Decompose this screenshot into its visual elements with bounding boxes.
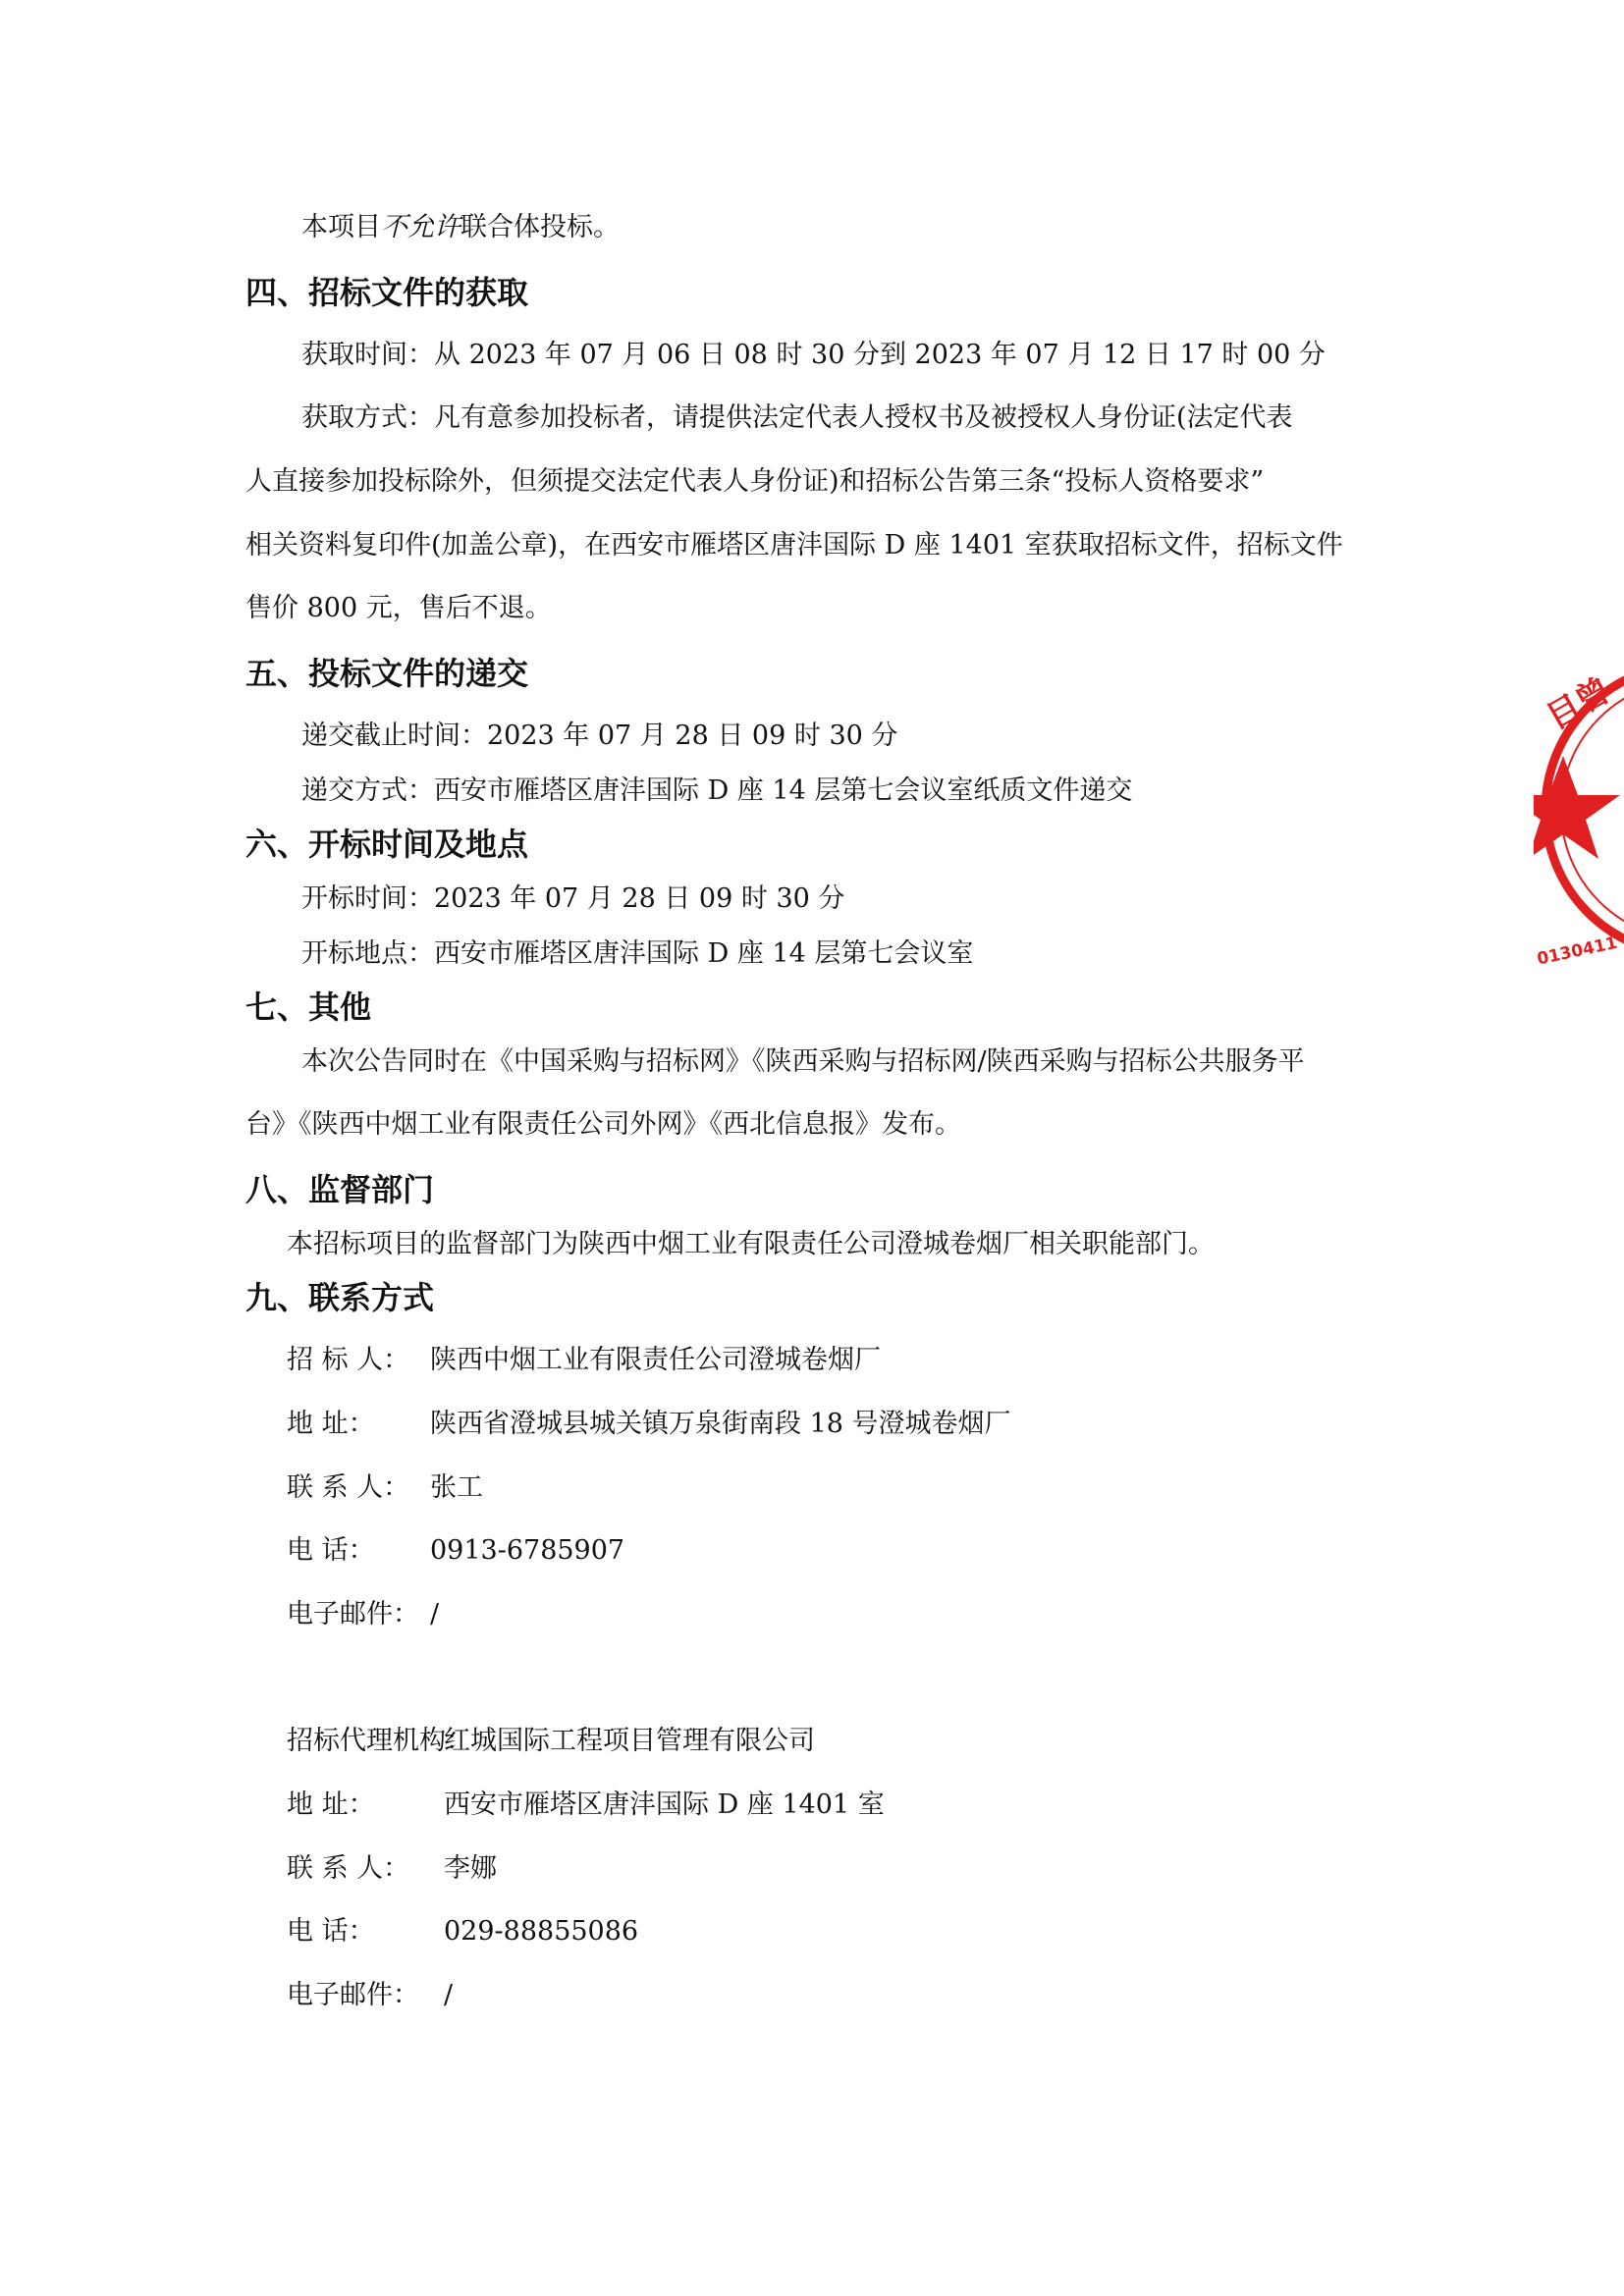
section7-line: 本次公告同时在《中国采购与招标网》《陕西采购与招标网/陕西采购与招标公共服务平 <box>301 1046 1305 1077</box>
joint-bid-post: 联合体投标。 <box>460 212 620 242</box>
tenderer-row <box>287 1595 439 1634</box>
contact-label: 地 址： <box>287 1409 375 1439</box>
contact-value: 0913-6785907 <box>430 1535 625 1566</box>
tenderer-row <box>287 1468 483 1508</box>
section4-method-line: 相关资料复印件(加盖公章)，在西安市雁塔区唐沣国际 D 座 1401 室获取招标文件，招标文件 <box>245 530 1343 561</box>
contact-value: 西安市雁塔区唐沣国际 D 座 1401 室 <box>444 1789 885 1820</box>
contact-label: 招 标 人： <box>287 1345 410 1375</box>
section6-time: 开标时间：2023 年 07 月 28 日 09 时 30 分 <box>301 883 845 914</box>
contact-value: 李娜 <box>444 1853 497 1884</box>
contact-label: 联 系 人： <box>287 1853 410 1884</box>
agent-row <box>287 1722 815 1761</box>
joint-bid-line <box>301 208 620 247</box>
section4-time: 获取时间：从 2023 年 07 月 06 日 08 时 30 分到 2023 年 07 月 12 日 17 时 00 分 <box>301 340 1326 370</box>
contact-label: 电子邮件： <box>287 1980 419 2010</box>
section6-place: 开标地点：西安市雁塔区唐沣国际 D 座 14 层第七会议室 <box>301 938 974 969</box>
contact-value: / <box>430 1599 440 1629</box>
contact-label: 电 话： <box>287 1535 375 1566</box>
contact-label: 招标代理机构： <box>287 1726 472 1756</box>
official-seal <box>1534 648 1624 982</box>
contact-value: 029-88855086 <box>444 1916 639 1947</box>
joint-bid-pre: 本项目 <box>301 212 381 242</box>
section4-method-line: 获取方式：凡有意参加投标者，请提供法定代表人授权书及被授权人身份证(法定代表 <box>301 402 1293 433</box>
seal-text: 目曾 <box>1540 670 1618 738</box>
section4-method-line: 人直接参加投标除外，但须提交法定代表人身份证)和招标公告第三条“投标人资格要求” <box>245 466 1265 497</box>
section7-heading: 七、其他 <box>245 988 372 1026</box>
section5-deadline: 递交截止时间：2023 年 07 月 28 日 09 时 30 分 <box>301 721 898 751</box>
tenderer-row <box>287 1341 881 1380</box>
section4-method-line: 售价 800 元，售后不退。 <box>245 593 552 623</box>
tenderer-row <box>287 1531 624 1571</box>
contact-label: 电子邮件： <box>287 1599 419 1629</box>
section8-text: 本招标项目的监督部门为陕西中烟工业有限责任公司澄城卷烟厂相关职能部门。 <box>287 1229 1215 1259</box>
contact-label: 地 址： <box>287 1789 375 1820</box>
contact-value: 陕西省澄城县城关镇万泉街南段 18 号澄城卷烟厂 <box>430 1409 1011 1439</box>
contact-value: / <box>444 1980 454 2010</box>
agent-row <box>287 1976 453 2015</box>
contact-value: 红城国际工程项目管理有限公司 <box>444 1726 815 1756</box>
section4-heading: 四、招标文件的获取 <box>245 274 529 311</box>
agent-row <box>287 1912 638 1951</box>
seal-number: 0130411 <box>1535 933 1619 970</box>
joint-bid-emphasis: 不允许 <box>381 212 460 242</box>
section8-heading: 八、监督部门 <box>245 1171 435 1208</box>
agent-row <box>287 1786 885 1825</box>
contact-value: 张工 <box>430 1472 483 1503</box>
section5-heading: 五、投标文件的递交 <box>245 655 529 692</box>
agent-row <box>287 1849 497 1889</box>
contact-value: 陕西中烟工业有限责任公司澄城卷烟厂 <box>430 1345 881 1375</box>
contact-label: 联 系 人： <box>287 1472 410 1503</box>
contact-label: 电 话： <box>287 1916 375 1947</box>
section7-line: 台》《陕西中烟工业有限责任公司外网》《西北信息报》发布。 <box>245 1109 961 1140</box>
seal-graphic <box>1534 648 1624 982</box>
section6-heading: 六、开标时间及地点 <box>245 826 529 863</box>
section9-heading: 九、联系方式 <box>245 1279 435 1316</box>
tenderer-row <box>287 1405 1011 1444</box>
section5-method: 递交方式：西安市雁塔区唐沣国际 D 座 14 层第七会议室纸质文件递交 <box>301 775 1133 806</box>
